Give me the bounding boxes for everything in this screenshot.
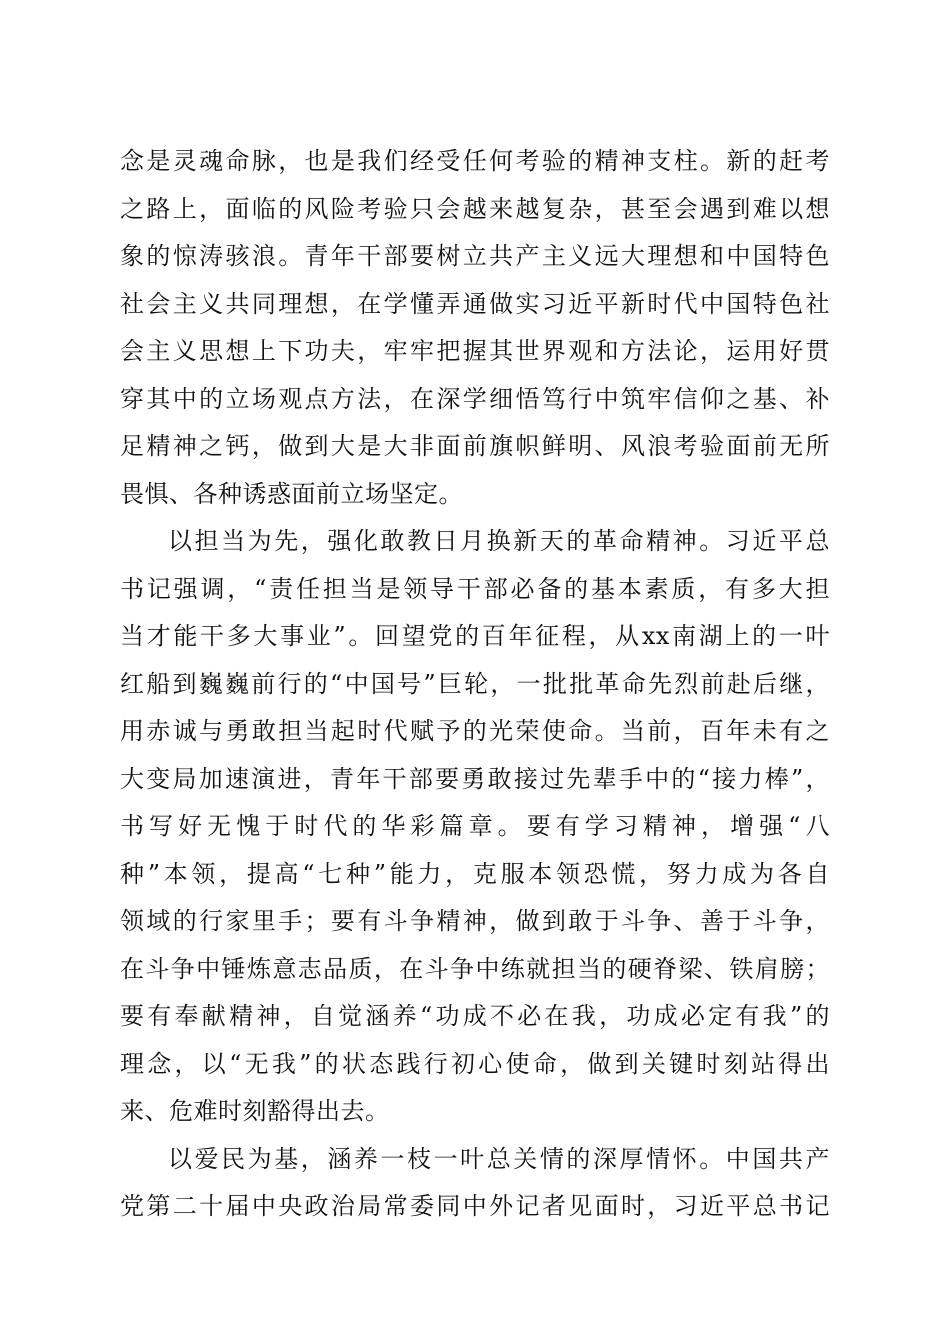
text-line: 足精神之钙，做到大是大非面前旗帜鲜明、风浪考验面前无所 [120, 432, 830, 460]
text-line: 当才能干多大事业”。回望党的百年征程，从xx南湖上的一叶 [120, 622, 830, 650]
text-line: 要有奉献精神，自觉涵养“功成不必在我，功成必定有我”的 [120, 1002, 830, 1030]
text-line: 社会主义共同理想，在学懂弄通做实习近平新时代中国特色社 [120, 289, 830, 318]
text-line: 畏惧、各种诱惑面前立场坚定。 [120, 479, 463, 508]
text-line: 来、危难时刻豁得出去。 [120, 1097, 390, 1125]
text-line: 之路上，面临的风险考验只会越来越复杂，甚至会遇到难以想 [120, 194, 830, 223]
text-line: 书记强调，“责任担当是领导干部必备的基本素质，有多大担 [120, 574, 830, 603]
text-line: 念是灵魂命脉，也是我们经受任何考验的精神支柱。新的赶考 [120, 147, 830, 175]
text-line: 书写好无愧于时代的华彩篇章。要有学习精神，增强“八 [120, 812, 830, 840]
text-line: 象的惊涛骇浪。青年干部要树立共产主义远大理想和中国特色 [120, 242, 830, 270]
paragraph-first-line: 以担当为先，强化敢教日月换新天的革命精神。习近平总 [168, 527, 830, 555]
text-line: 红船到巍巍前行的“中国号”巨轮，一批批革命先烈前赴后继， [120, 669, 830, 698]
text-line: 大变局加速演进，青年干部要勇敢接过先辈手中的“接力棒”， [120, 764, 830, 793]
text-line: 用赤诚与勇敢担当起时代赋予的光荣使命。当前，百年未有之 [120, 717, 830, 745]
document-body [120, 138, 830, 1231]
text-line: 领域的行家里手；要有斗争精神，做到敢于斗争、善于斗争， [120, 907, 830, 935]
text-line: 会主义思想上下功夫，牢牢把握其世界观和方法论，运用好贯 [120, 337, 830, 365]
text-line: 种”本领，提高“七种”能力，克服本领恐慌，努力成为各自 [120, 859, 830, 888]
text-line: 理念，以“无我”的状态践行初心使命，做到关键时刻站得出 [120, 1049, 830, 1078]
paragraph-first-line: 以爱民为基，涵养一枝一叶总关情的深厚情怀。中国共产 [168, 1144, 830, 1173]
text-line: 在斗争中锤炼意志品质，在斗争中练就担当的硬脊梁、铁肩膀； [120, 954, 830, 983]
text-line: 党第二十届中央政治局常委同中外记者见面时，习近平总书记 [120, 1192, 830, 1220]
text-line: 穿其中的立场观点方法，在深学细悟笃行中筑牢信仰之基、补 [120, 384, 830, 413]
